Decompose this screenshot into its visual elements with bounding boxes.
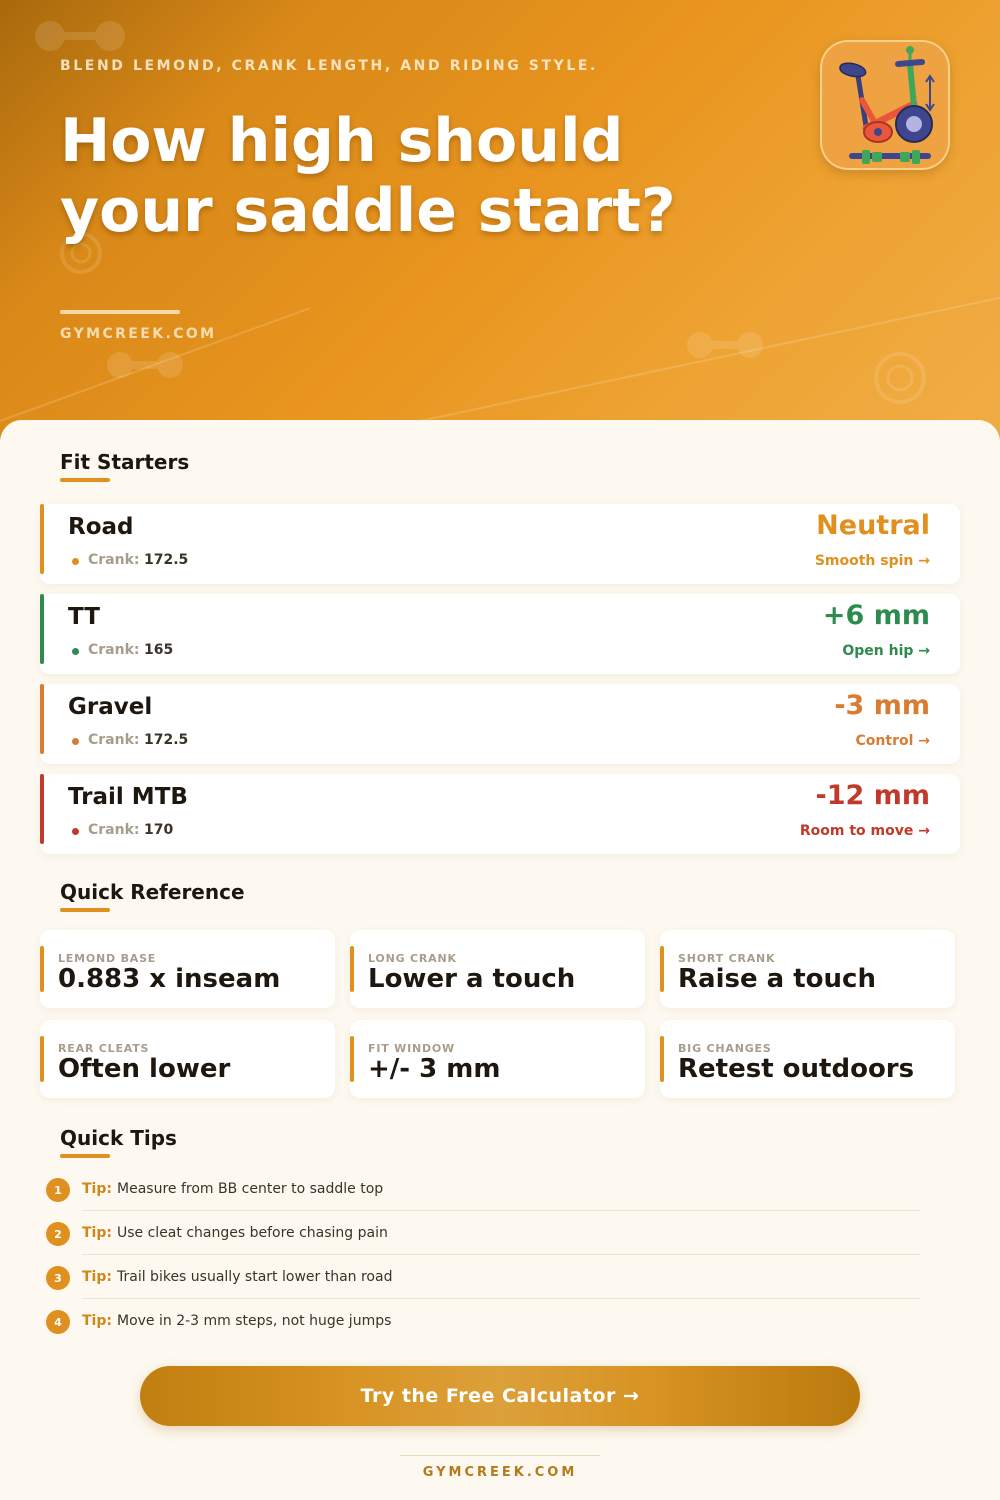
ride-style-name: Gravel (68, 694, 153, 720)
tip-label: Tip: (82, 1313, 112, 1329)
footer-site-name: GYMCREEK.COM (422, 1465, 578, 1480)
accent-bar (40, 774, 44, 844)
accent-bar (40, 504, 44, 574)
tip-label: Tip: (82, 1225, 112, 1241)
crank-label: Crank: (88, 552, 140, 568)
crank-label: Crank: (88, 732, 140, 748)
crank-label: Crank: (88, 642, 140, 658)
accent-bar (350, 946, 354, 992)
status-dot (72, 648, 79, 655)
accent-bar (40, 946, 44, 992)
ring-icon (872, 350, 928, 406)
accent-bar (660, 1036, 664, 1082)
saddle-adjustment: Neutral (816, 510, 930, 541)
hero-site-name: GYMCREEK.COM (60, 326, 217, 342)
quick-tips-title: Quick Tips (60, 1126, 177, 1150)
tip-number-badge: 1 (46, 1178, 70, 1202)
ref-card-lemond-base (40, 930, 335, 1008)
ref-label: LEMOND BASE (58, 952, 157, 965)
decorative-line (0, 307, 310, 422)
tip-text: Use cleat changes before chasing pain (117, 1225, 388, 1241)
accent-bar (40, 1036, 44, 1082)
ref-value: +/- 3 mm (368, 1054, 501, 1084)
ref-label: LONG CRANK (368, 952, 457, 965)
hero-banner (0, 0, 1000, 460)
tip-text: Trail bikes usually start lower than road (117, 1269, 393, 1285)
tip-item (44, 1178, 920, 1222)
saddle-adjustment: +6 mm (822, 600, 930, 631)
tip-item (44, 1310, 920, 1354)
ref-value: Lower a touch (368, 964, 576, 994)
hero-divider (60, 310, 180, 314)
ref-card-rear-cleats (40, 1020, 335, 1098)
ride-style-name: Trail MTB (68, 784, 188, 810)
accent-bar (40, 594, 44, 664)
fit-starters-underline (60, 478, 110, 482)
tip-text: Move in 2-3 mm steps, not huge jumps (117, 1313, 392, 1329)
try-calculator-button[interactable]: Try the Free Calculator → (140, 1366, 860, 1426)
crank-value: 165 (144, 642, 174, 658)
crank-value: 170 (144, 822, 174, 838)
quick-tips-underline (60, 1154, 110, 1158)
fit-card-road (40, 504, 960, 584)
status-dot (72, 558, 79, 565)
ref-label: REAR CLEATS (58, 1042, 150, 1055)
fit-card-trail-mtb (40, 774, 960, 854)
fit-note-link[interactable]: Smooth spin → (814, 553, 930, 569)
page-title (60, 106, 780, 246)
fit-card-tt (40, 594, 960, 674)
ride-style-name: TT (68, 604, 100, 630)
footer-divider (400, 1455, 600, 1456)
crank-label: Crank: (88, 822, 140, 838)
dumbbell-icon (106, 350, 184, 380)
ref-label: SHORT CRANK (678, 952, 776, 965)
tip-label: Tip: (82, 1269, 112, 1285)
tip-text: Measure from BB center to saddle top (117, 1181, 384, 1197)
tip-number-badge: 2 (46, 1222, 70, 1246)
crank-value: 172.5 (144, 732, 189, 748)
quick-reference-underline (60, 908, 110, 912)
ref-card-fit-window (350, 1020, 645, 1098)
exercise-bike-icon (820, 40, 950, 170)
ref-card-long-crank (350, 930, 645, 1008)
ref-label: BIG CHANGES (678, 1042, 772, 1055)
status-dot (72, 738, 79, 745)
ref-card-big-changes (660, 1020, 955, 1098)
ref-card-short-crank (660, 930, 955, 1008)
title-line-1: How high should (60, 106, 624, 176)
tip-label: Tip: (82, 1181, 112, 1197)
accent-bar (350, 1036, 354, 1082)
fit-note-link[interactable]: Open hip → (842, 643, 930, 659)
ref-value: 0.883 x inseam (58, 964, 281, 994)
fit-note-link[interactable]: Room to move → (799, 823, 930, 839)
tip-divider (82, 1298, 920, 1299)
quick-reference-title: Quick Reference (60, 880, 245, 904)
accent-bar (40, 684, 44, 754)
hero-kicker: BLEND LEMOND, CRANK LENGTH, AND RIDING STYLE. (60, 58, 598, 74)
tip-item (44, 1222, 920, 1266)
tip-divider (82, 1210, 920, 1211)
status-dot (72, 828, 79, 835)
fit-card-gravel (40, 684, 960, 764)
tip-divider (82, 1254, 920, 1255)
tip-number-badge: 3 (46, 1266, 70, 1290)
saddle-adjustment: -12 mm (815, 780, 930, 811)
tip-number-badge: 4 (46, 1310, 70, 1334)
crank-value: 172.5 (144, 552, 189, 568)
fit-starters-title: Fit Starters (60, 450, 190, 474)
accent-bar (660, 946, 664, 992)
ride-style-name: Road (68, 514, 134, 540)
ref-value: Raise a touch (678, 964, 876, 994)
fit-note-link[interactable]: Control → (855, 733, 930, 749)
ref-label: FIT WINDOW (368, 1042, 455, 1055)
dumbbell-icon (34, 20, 126, 52)
ref-value: Often lower (58, 1054, 231, 1084)
ref-value: Retest outdoors (678, 1054, 915, 1084)
saddle-adjustment: -3 mm (834, 690, 930, 721)
title-line-2: your saddle start? (60, 176, 676, 246)
tip-item (44, 1266, 920, 1310)
